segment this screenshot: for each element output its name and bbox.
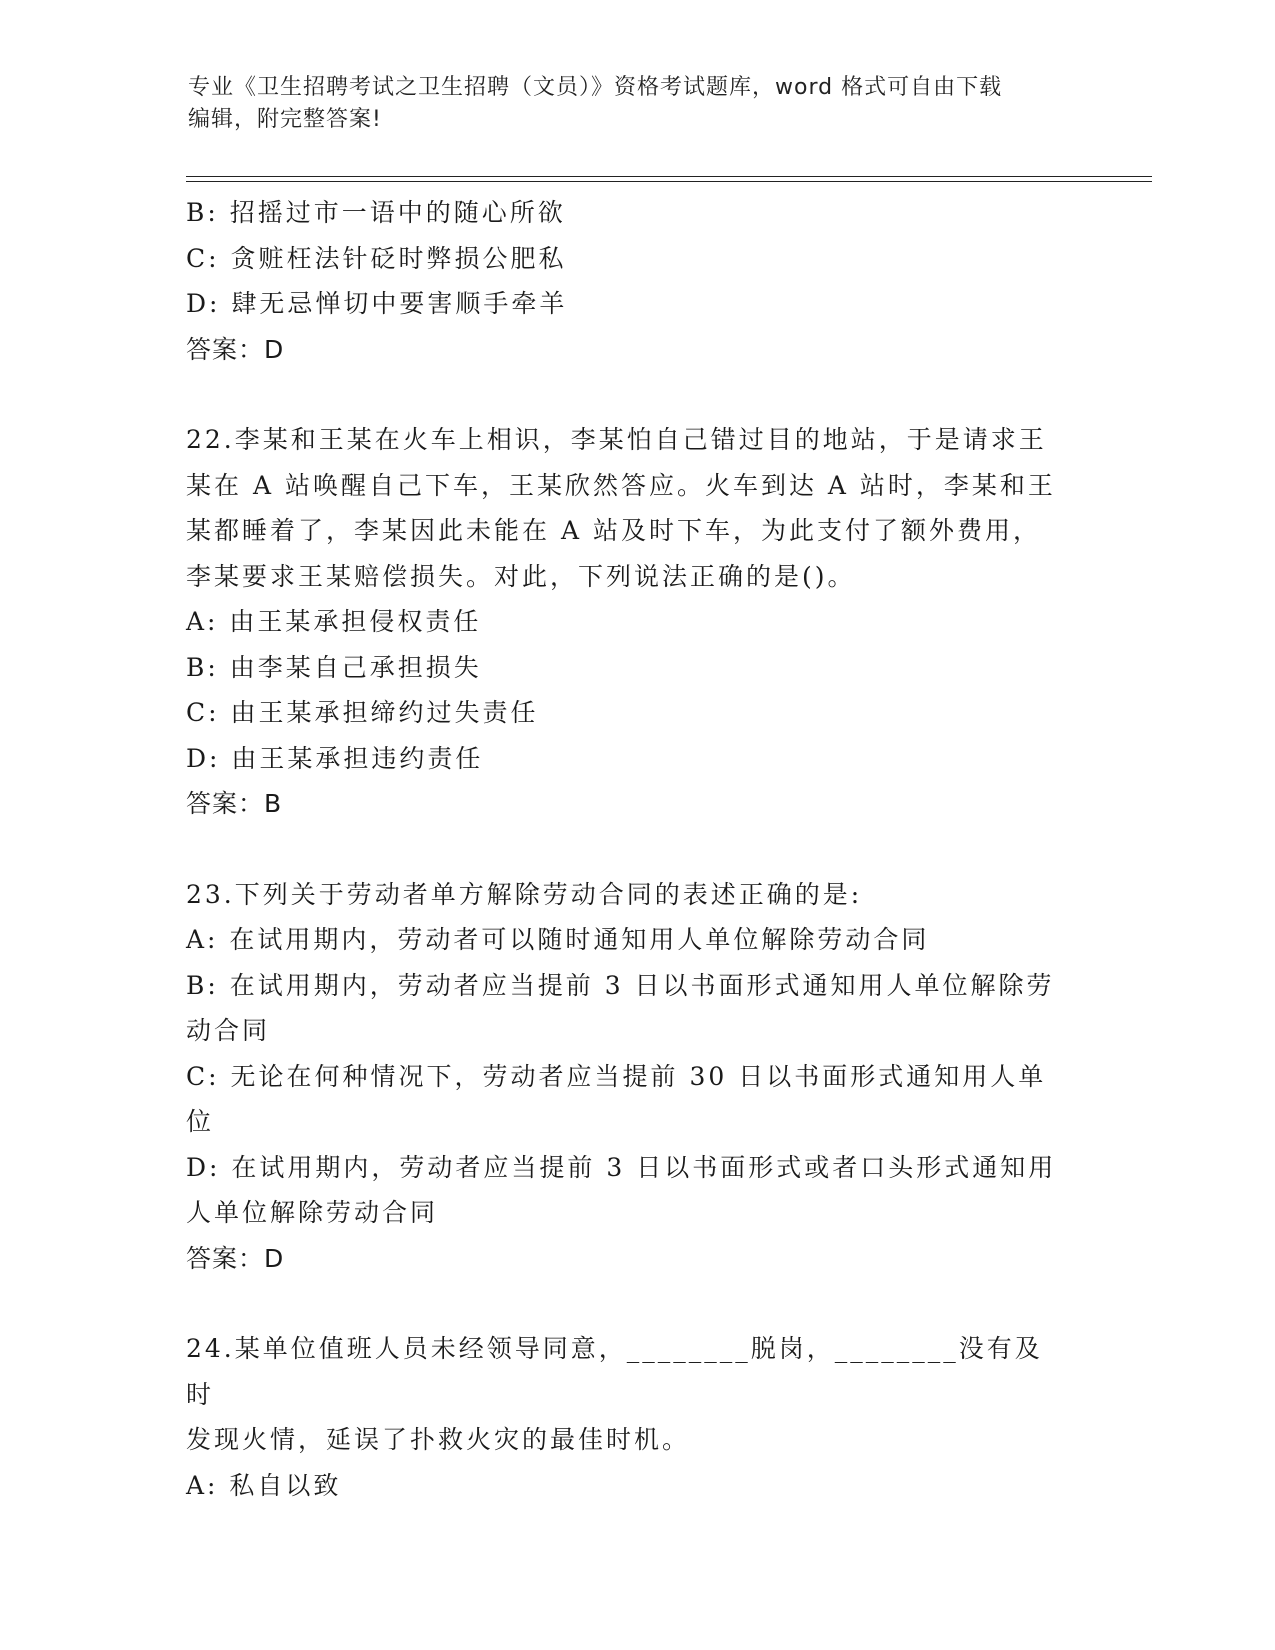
question-23 [186, 872, 1066, 1282]
option-a: A: 由王某承担侵权责任 [186, 607, 482, 636]
option-d: D: 由王某承担违约责任 [186, 743, 484, 773]
spacer [186, 827, 1066, 872]
option-d: D: 在试用期内，劳动者应当提前 3 日以书面形式或者口头形式通知用 [186, 1152, 1057, 1182]
answer-line: 答案：D [186, 1243, 285, 1273]
question-stem-line: 李某要求王某赔偿损失。对此，下列说法正确的是()。 [186, 561, 856, 591]
question-content [186, 190, 1066, 1508]
question-stem-line: 22.李某和王某在火车上相识，李某怕自己错过目的地站，于是请求王 [186, 425, 1047, 454]
spacer [186, 372, 1066, 417]
question-stem-line: 24.某单位值班人员未经领导同意，________脱岗，________没有及时 [186, 1334, 1043, 1409]
question-stem-line: 某在 A 站唤醒自己下车，王某欣然答应。火车到达 A 站时，李某和王 [186, 470, 1056, 500]
option-c-continued: 位 [186, 1107, 215, 1136]
option-d-continued: 人单位解除劳动合同 [186, 1198, 439, 1227]
question-24 [186, 1326, 1066, 1508]
question-stem-line: 某都睡着了，李某因此未能在 A 站及时下车，为此支付了额外费用， [186, 516, 1041, 545]
option-b: B: 在试用期内，劳动者应当提前 3 日以书面形式通知用人单位解除劳 [186, 970, 1055, 1000]
option-c: C: 无论在何种情况下，劳动者应当提前 30 日以书面形式通知用人单 [186, 1061, 1047, 1091]
answer-line: 答案：B [186, 789, 283, 818]
header-divider-top [186, 176, 1152, 177]
option-a: A: 在试用期内，劳动者可以随时通知用人单位解除劳动合同 [186, 925, 930, 954]
option-c: C: 由王某承担缔约过失责任 [186, 698, 539, 727]
option-c: C: 贪赃枉法针砭时弊损公肥私 [186, 243, 567, 273]
spacer [186, 1281, 1066, 1326]
option-a: A: 私自以致 [186, 1470, 342, 1500]
answer-line: 答案：D [186, 334, 285, 364]
option-b-continued: 动合同 [186, 1016, 271, 1045]
header-title-line-2: 编辑，附完整答案! [188, 107, 382, 132]
option-b: B: 招摇过市一语中的随心所欲 [186, 198, 566, 227]
question-22 [186, 417, 1066, 827]
question-stem-line: 23.下列关于劳动者单方解除劳动合同的表述正确的是: [186, 879, 863, 909]
question-21 [186, 190, 1066, 372]
header-title-line-1: 专业《卫生招聘考试之卫生招聘（文员）》资格考试题库，word 格式可自由下载 [188, 75, 1003, 100]
option-d: D: 肆无忌惮切中要害顺手牵羊 [186, 289, 568, 318]
option-b: B: 由李某自己承担损失 [186, 652, 482, 682]
header-divider-bottom [186, 181, 1152, 182]
question-stem-line: 发现火情，延误了扑救火灾的最佳时机。 [186, 1425, 691, 1454]
document-header [188, 72, 1068, 136]
